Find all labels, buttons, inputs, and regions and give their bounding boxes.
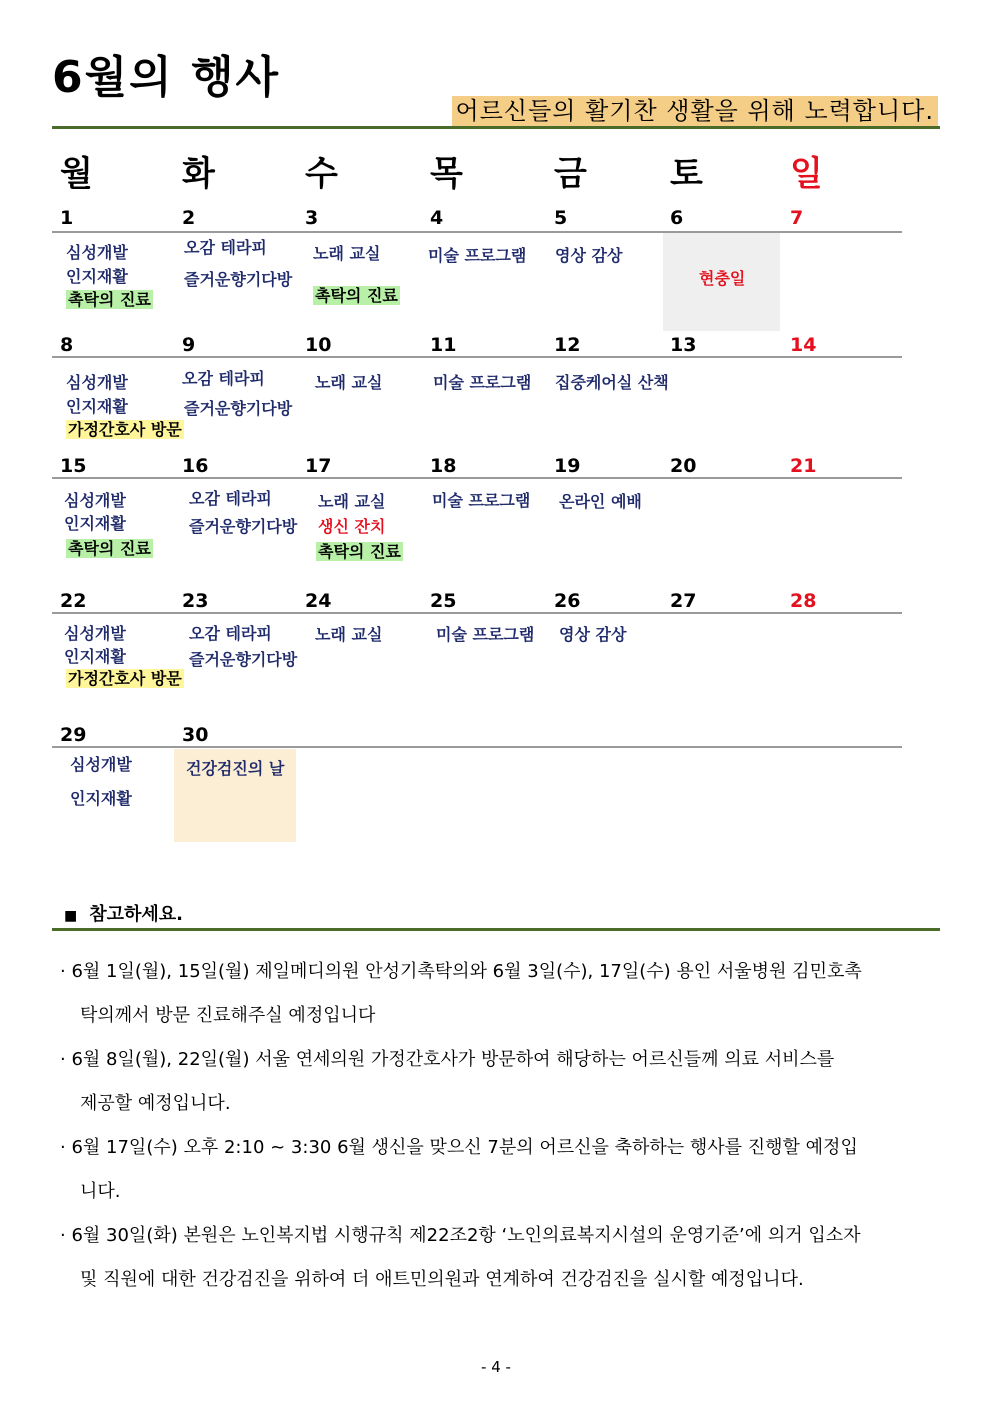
notice-item [60, 1126, 928, 1214]
date-28: 28 [790, 590, 817, 612]
event-item: 즐거운향기다방 [184, 270, 293, 289]
bullet-dot-icon: · [60, 961, 66, 982]
weekday-header-fri: 금 [554, 154, 587, 194]
holiday-label: 현충일 [699, 269, 746, 288]
notice-item [60, 1038, 928, 1126]
event-item: 촉탁의 진료 [315, 286, 398, 305]
weekday-header-sat: 토 [670, 154, 703, 194]
date-8: 8 [60, 334, 74, 356]
event-item: 인지재활 [70, 789, 132, 808]
event-item: 영상 감상 [555, 246, 623, 265]
event-item: 심성개발 [66, 243, 128, 262]
date-27: 27 [670, 590, 697, 612]
weekday-header-thu: 목 [430, 154, 463, 194]
notice-text: 및 직원에 대한 건강검진을 위하여 더 애트민의원과 연계하여 건강검진을 실시할 예정입니다. [80, 1269, 804, 1290]
page-title: 6월의 행사 [52, 52, 280, 103]
date-23: 23 [182, 590, 209, 612]
notice-text: 6월 8일(월), 22일(월) 서울 연세의원 가정간호사가 방문하여 해당하는 어르신들께 의료 서비스를 [71, 1049, 835, 1070]
date-24: 24 [305, 590, 332, 612]
event-item: 미술 프로그램 [436, 625, 535, 644]
title-divider [52, 126, 940, 129]
event-item: 가정간호사 방문 [68, 420, 182, 439]
page-number: - 4 - [481, 1358, 511, 1376]
weekday-header-tue: 화 [182, 154, 215, 194]
event-item: 미술 프로그램 [428, 246, 527, 265]
notice-text: 탁의께서 방문 진료해주실 예정입니다 [80, 1005, 376, 1026]
event-item: 미술 프로그램 [433, 373, 532, 392]
notice-item [60, 1214, 928, 1302]
date-25: 25 [430, 590, 457, 612]
date-11: 11 [430, 334, 457, 356]
notice-item [60, 950, 928, 1038]
page-subtitle: 어르신들의 활기찬 생활을 위해 노력합니다. [452, 96, 938, 126]
bullet-dot-icon: · [60, 1225, 66, 1246]
event-item: 건강검진의 날 [186, 759, 285, 778]
date-4: 4 [430, 207, 444, 229]
date-17: 17 [305, 455, 332, 477]
date-29: 29 [60, 724, 87, 746]
date-19: 19 [554, 455, 581, 477]
event-item: 심성개발 [64, 491, 126, 510]
date-12: 12 [554, 334, 581, 356]
event-item: 노래 교실 [315, 373, 383, 392]
event-item: 즐거운향기다방 [189, 517, 298, 536]
event-item: 집중케어실 산책 [555, 373, 669, 392]
date-5: 5 [554, 207, 568, 229]
event-item: 즐거운향기다방 [189, 650, 298, 669]
date-18: 18 [430, 455, 457, 477]
notice-text: 6월 17일(수) 오후 2:10 ~ 3:30 6월 생신을 맞으신 7분의 어르신을 축하하는 행사를 진행할 예정입 [71, 1137, 858, 1158]
date-9: 9 [182, 334, 196, 356]
date-16: 16 [182, 455, 209, 477]
event-item: 인지재활 [66, 397, 128, 416]
event-item: 인지재활 [64, 514, 126, 533]
event-item: 오감 테라피 [182, 369, 265, 388]
event-item: 촉탁의 진료 [68, 290, 151, 309]
event-item: 즐거운향기다방 [184, 399, 293, 418]
notice-text: 6월 30일(화) 본원은 노인복지법 시행규칙 제22조2항 ‘노인의료복지시설의 운영기준’에 의거 입소자 [71, 1225, 861, 1246]
event-item: 오감 테라피 [189, 489, 272, 508]
date-1: 1 [60, 207, 74, 229]
birthday-party-label: 생신 잔치 [318, 517, 386, 536]
event-item: 가정간호사 방문 [68, 669, 182, 688]
date-26: 26 [554, 590, 581, 612]
event-item: 영상 감상 [559, 625, 627, 644]
bullet-dot-icon: · [60, 1137, 66, 1158]
notice-text: 6월 1일(월), 15일(월) 제일메디의원 안성기촉탁의와 6월 3일(수), 17일(수) 용인 서울병원 김민호촉 [71, 961, 862, 982]
event-item: 오감 테라피 [184, 238, 267, 257]
date-3: 3 [305, 207, 319, 229]
event-item: 심성개발 [70, 755, 132, 774]
weekday-header-mon: 월 [60, 154, 93, 194]
notice-text: 제공할 예정입니다. [80, 1093, 231, 1114]
date-22: 22 [60, 590, 87, 612]
date-7: 7 [790, 207, 804, 229]
event-item: 인지재활 [66, 267, 128, 286]
weekday-header-sun: 일 [790, 154, 823, 194]
notice-heading [64, 902, 183, 929]
week-divider [52, 746, 902, 748]
week-divider [52, 356, 902, 358]
date-30: 30 [182, 724, 209, 746]
date-15: 15 [60, 455, 87, 477]
date-2: 2 [182, 207, 196, 229]
event-item: 심성개발 [64, 624, 126, 643]
event-item: 촉탁의 진료 [318, 542, 401, 561]
event-item: 미술 프로그램 [432, 491, 531, 510]
week-divider [52, 231, 902, 233]
event-item: 노래 교실 [318, 492, 386, 511]
event-item: 노래 교실 [315, 625, 383, 644]
date-20: 20 [670, 455, 697, 477]
date-21: 21 [790, 455, 817, 477]
event-item: 노래 교실 [313, 244, 381, 263]
notice-divider [52, 928, 940, 931]
square-bullet-icon: ■ [64, 908, 78, 924]
date-13: 13 [670, 334, 697, 356]
weekday-header-wed: 수 [305, 154, 338, 194]
date-14: 14 [790, 334, 817, 356]
date-10: 10 [305, 334, 332, 356]
event-item: 오감 테라피 [189, 624, 272, 643]
notice-heading-text: 참고하세요. [89, 904, 184, 925]
event-item: 인지재활 [64, 647, 126, 666]
event-item: 심성개발 [66, 373, 128, 392]
notice-text: 니다. [80, 1181, 121, 1202]
event-item: 촉탁의 진료 [68, 539, 151, 558]
event-item: 온라인 예배 [559, 492, 642, 511]
week-divider [52, 477, 902, 479]
date-6: 6 [670, 207, 684, 229]
bullet-dot-icon: · [60, 1049, 66, 1070]
week-divider [52, 612, 902, 614]
